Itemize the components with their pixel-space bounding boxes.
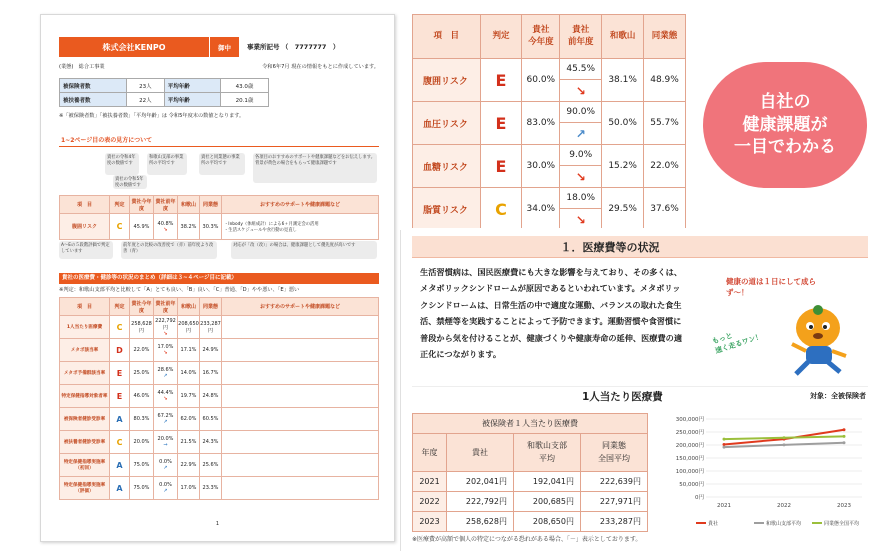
bubble-note: 各項目のおすすめのサポートや健康課題などをお伝えします。背景が黄色の場合をもらって健康課題です: [253, 153, 377, 183]
cell: 83.0%: [522, 102, 560, 145]
industry-line: [59, 63, 379, 70]
col-header: 貴社前年度: [154, 196, 178, 214]
cell: [154, 408, 178, 431]
honorific: 御中: [209, 37, 239, 57]
grade: A: [110, 454, 130, 477]
cell: 200,685円: [514, 492, 581, 512]
cell: 17.0%: [178, 477, 200, 500]
arrow-down-icon: ↘: [163, 350, 168, 356]
prev-value: 0.0%: [159, 482, 172, 488]
medical-cost-chart: [656, 413, 868, 533]
legend-label: 貴社: [708, 521, 719, 527]
row-label: 腹囲リスク: [60, 214, 110, 240]
row-label: 血圧リスク: [413, 102, 481, 145]
footnote: ※医療費が高額で個人の特定につながる恐れがある場合、「－」表示としております。: [412, 536, 642, 543]
arrow-down-icon: ↘: [575, 212, 586, 227]
prev-value: 9.0%: [560, 145, 601, 166]
data-point: [723, 446, 726, 449]
stat-value: 22人: [126, 93, 164, 107]
summary-row: [60, 477, 379, 500]
col-header: 貴社今年度: [130, 196, 154, 214]
col-header: 貴社 今年度: [522, 15, 560, 59]
summary-row: [60, 454, 379, 477]
advice-cell: [222, 339, 379, 362]
highlight-badge: [703, 62, 867, 188]
cell: 55.7%: [644, 102, 686, 145]
risk-table: [412, 14, 686, 228]
cell: [154, 431, 178, 454]
cell: 25.0%: [130, 362, 154, 385]
legend-label: 同業態全国平均: [824, 521, 860, 527]
cell: 62.0%: [178, 408, 200, 431]
x-tick-label: 2023: [837, 503, 851, 509]
y-tick-label: 0円: [695, 495, 704, 501]
prev-value: 44.4%: [157, 390, 174, 396]
grade: C: [110, 431, 130, 454]
col-header: 項 目: [60, 298, 110, 316]
report-header: [59, 37, 379, 59]
cell: 75.0%: [130, 477, 154, 500]
cell: [154, 214, 178, 240]
mascot-message: 健康の道は１日にして成らず～！: [726, 277, 816, 298]
prev-value: 67.2%: [157, 413, 174, 419]
prev-value: 17.0%: [157, 344, 174, 350]
cell: 233,287円: [200, 316, 222, 339]
row-label: 特定保健指導実施率（初回）: [60, 454, 110, 477]
arrow-down-icon: ↘: [163, 226, 168, 233]
col-header: 同業態 全国平均: [581, 434, 648, 472]
cell: 60.0%: [522, 59, 560, 102]
stat-label: 平均年齢: [164, 79, 220, 93]
per-capita-header: [412, 386, 868, 405]
col-header: 判定: [110, 298, 130, 316]
medical-cost-rows: [413, 472, 648, 532]
cell: 34.0%: [522, 188, 560, 229]
arrow-up-icon: ↗: [163, 419, 168, 425]
y-tick-label: 250,000円: [675, 430, 704, 436]
col-header: 同業態: [200, 196, 222, 214]
advice-cell: [222, 454, 379, 477]
section-summary-title: 貴社の医療費・健診等の状況のまとめ（詳細は３~４ページ目に記載）: [59, 273, 379, 284]
risk-row: [413, 102, 686, 145]
advice-cell: [222, 362, 379, 385]
prev-value: 40.8%: [157, 220, 174, 227]
badge-line: 自社の: [759, 91, 811, 112]
cell: 24.9%: [200, 339, 222, 362]
stat-value: 43.0歳: [220, 79, 268, 93]
cell: 24.3%: [200, 431, 222, 454]
col-header: 和歌山: [602, 15, 644, 59]
target-label: 対象：全被保険者: [810, 392, 866, 400]
mascot-message: もっと 速く走るワン！: [711, 331, 764, 355]
cell: 25.6%: [200, 454, 222, 477]
cell: 19.7%: [178, 385, 200, 408]
col-header: 同業態: [200, 298, 222, 316]
per-capita-title: 1人当たり医療費: [582, 390, 663, 403]
cell: [560, 145, 602, 188]
grade: A: [110, 408, 130, 431]
advice-line: ・Inbody（体組成計）による6ヶ月測定会の活用: [224, 221, 319, 227]
risk-row: [413, 188, 686, 229]
col-header: 貴社今年度: [130, 298, 154, 316]
grade: C: [110, 214, 130, 240]
risk-row: [413, 59, 686, 102]
grade: E: [110, 362, 130, 385]
cell: 222,639円: [581, 472, 648, 492]
cell: 50.0%: [602, 102, 644, 145]
prev-value: 0.0%: [159, 459, 172, 465]
industry-label: (業態): [59, 64, 74, 70]
stat-value: 23人: [126, 79, 164, 93]
medical-body: 生活習慣病は、国民医療費にも大きな影響を与えており、その多くは、メタボリックシンドロームが原因であるといわれています。メタボリックシンドロームは、日常生活の中で適度な運動、バランスの取れた食生活、禁煙等を実践することによって予防できます。運動習慣や食習慣に普段から気を付けることが、健康づくりや健康寿命の延伸、医療費の適正化につながります。: [420, 267, 683, 360]
year: 2021: [413, 472, 447, 492]
created-note: 令和6年7月 現在の情報をもとに作成しています。: [262, 64, 379, 70]
legend-label: 和歌山支部平均: [766, 521, 802, 527]
row-label: 特定保健指導対象者率: [60, 385, 110, 408]
col-header: 和歌山: [178, 196, 200, 214]
data-point: [723, 443, 726, 446]
risk-table-zoom: [412, 14, 686, 228]
cell: 258,628円: [447, 512, 514, 532]
y-tick-label: 150,000円: [675, 456, 704, 462]
grade: A: [110, 477, 130, 500]
row-label: 被保険者健診受診率: [60, 408, 110, 431]
cell: 48.9%: [644, 59, 686, 102]
cell: 22.0%: [644, 145, 686, 188]
row-label: 被扶養者健診受診率: [60, 431, 110, 454]
prev-value: 222,792円: [155, 317, 176, 331]
data-point: [843, 435, 846, 438]
arrow-down-icon: ↘: [575, 83, 586, 98]
cell: 227,971円: [581, 492, 648, 512]
grade: E: [110, 385, 130, 408]
summary-row: [60, 339, 379, 362]
grade-legend: ※判定：和歌山支部平均と比較して「A」とても良い、「B」良い、「C」普通、「D」やや悪い、「E」悪い: [59, 287, 300, 293]
y-tick-label: 200,000円: [675, 443, 704, 449]
grade: E: [480, 145, 522, 188]
summary-row: [60, 316, 379, 339]
cell: 23.3%: [200, 477, 222, 500]
data-point: [783, 443, 786, 446]
cell: 22.0%: [130, 339, 154, 362]
company-name: 株式会社KENPO: [59, 37, 209, 57]
cell: [154, 362, 178, 385]
year: 2022: [413, 492, 447, 512]
mascot-body: [806, 346, 832, 364]
stat-label: 被保険者数: [60, 79, 127, 93]
summary-rows: [60, 316, 379, 500]
prev-value: 28.6%: [157, 367, 174, 373]
cell: [154, 339, 178, 362]
data-point: [843, 441, 846, 444]
cell: 258,628円: [130, 316, 154, 339]
arrow-up-icon: ↗: [163, 465, 168, 471]
data-point: [723, 438, 726, 441]
cell: 29.5%: [602, 188, 644, 229]
arrow-down-icon: ↘: [575, 169, 586, 184]
cell: 30.0%: [522, 145, 560, 188]
row-label: 腹囲リスク: [413, 59, 481, 102]
row-label: 特定保健指導実施率（評価）: [60, 477, 110, 500]
advice-cell: [222, 214, 379, 240]
office-code: 事業所記号 （ 7777777 ）: [247, 43, 340, 51]
col-header: 貴社前年度: [154, 298, 178, 316]
cell: 208,650円: [178, 316, 200, 339]
prev-value: 90.0%: [560, 102, 601, 123]
col-header: 貴社: [447, 434, 514, 472]
legend-note: A～Eの５段階評価で判定しています: [59, 241, 113, 259]
col-header: 和歌山支部 平均: [514, 434, 581, 472]
cell: 16.7%: [200, 362, 222, 385]
cell: 192,041円: [514, 472, 581, 492]
summary-row: [60, 362, 379, 385]
x-tick-label: 2021: [717, 503, 731, 509]
col-header: 項 目: [413, 15, 481, 59]
cell: 202,041円: [447, 472, 514, 492]
risk-row: [413, 145, 686, 188]
advice-line: ・生活スケジュールや食行動の見直し: [224, 227, 297, 233]
cell: 24.8%: [200, 385, 222, 408]
risk-rows: [413, 59, 686, 229]
cell: 208,650円: [514, 512, 581, 532]
table-title: 被保険者１人当たり医療費: [413, 414, 648, 434]
row-label: メタボ該当率: [60, 339, 110, 362]
col-header: 項 目: [60, 196, 110, 214]
advice-cell: [222, 316, 379, 339]
cell: 14.0%: [178, 362, 200, 385]
cell: 15.2%: [602, 145, 644, 188]
advice-cell: [222, 385, 379, 408]
col-header: 判定: [110, 196, 130, 214]
col-header: 年度: [413, 434, 447, 472]
col-header: 同業態: [644, 15, 686, 59]
prev-value: 20.0%: [157, 436, 174, 442]
cell: [154, 454, 178, 477]
cell: 30.3%: [200, 214, 222, 240]
grade: D: [110, 339, 130, 362]
col-header: おすすめのサポートや健康課題など: [222, 298, 379, 316]
badge-line: 一目でわかる: [734, 137, 836, 158]
col-header: おすすめのサポートや健康課題など: [222, 196, 379, 214]
summary-row: [60, 431, 379, 454]
cell: 75.0%: [130, 454, 154, 477]
y-tick-label: 100,000円: [675, 469, 704, 475]
stat-label: 平均年齢: [164, 93, 220, 107]
cell: 80.3%: [130, 408, 154, 431]
cell: [154, 477, 178, 500]
row-label: メタボ予備群該当率: [60, 362, 110, 385]
row-label: 脂質リスク: [413, 188, 481, 229]
grade: E: [480, 102, 522, 145]
advice-cell: [222, 408, 379, 431]
cell: [560, 188, 602, 229]
arrow-up-icon: ↗: [163, 488, 168, 494]
prev-value: 45.5%: [560, 59, 601, 80]
industry-value: 総合工事業: [78, 64, 105, 70]
row-label: 1人当たり医療費: [60, 316, 110, 339]
arrow-up-icon: ↗: [163, 373, 168, 379]
stat-label: 被扶養者数: [60, 93, 127, 107]
summary-row: [60, 385, 379, 408]
stats-note: ※「被保険者数」「被扶養者数」「平均年齢」は 令和5年度末の数値となります。: [59, 113, 245, 119]
table-row: [413, 492, 648, 512]
cell: 60.5%: [200, 408, 222, 431]
cell: 21.5%: [178, 431, 200, 454]
grade: E: [480, 59, 522, 102]
y-tick-label: 50,000円: [679, 482, 704, 488]
arrow-down-icon: ↘: [163, 330, 168, 337]
stat-value: 20.1歳: [220, 93, 268, 107]
cell: 222,792円: [447, 492, 514, 512]
prev-value: 18.0%: [560, 188, 601, 209]
medical-cost-table: [412, 413, 648, 532]
year: 2023: [413, 512, 447, 532]
cell: 38.2%: [178, 214, 200, 240]
cell: [560, 102, 602, 145]
mascot-leaf: [813, 305, 823, 315]
grade: C: [110, 316, 130, 339]
section-guide-title: 1~2ページ目の表の見方について: [59, 135, 379, 147]
cell: 38.1%: [602, 59, 644, 102]
stats-table: [59, 78, 269, 107]
col-header: 和歌山: [178, 298, 200, 316]
table-row: [413, 512, 648, 532]
report-page: [40, 14, 395, 542]
sample-table: [59, 195, 379, 240]
x-tick-label: 2022: [777, 503, 791, 509]
cell: 22.9%: [178, 454, 200, 477]
legend-note: 前年度との比較の改善度で（赤）前年度より改善（青）: [121, 241, 217, 259]
advice-cell: [222, 431, 379, 454]
arrow-up-icon: ↗: [575, 126, 586, 141]
data-point: [783, 436, 786, 439]
mascot-illustration: [778, 296, 868, 378]
cell: [560, 59, 602, 102]
legend-note: 対応が「改（改）」の場合は、健康課題として優先度が高いです: [231, 241, 377, 259]
cell: 37.6%: [644, 188, 686, 229]
grade: C: [480, 188, 522, 229]
advice-cell: [222, 477, 379, 500]
cell: [154, 385, 178, 408]
cell: 233,287円: [581, 512, 648, 532]
y-tick-label: 300,000円: [675, 417, 704, 423]
bubble-note: 貴社の令和4年度の数値です: [105, 153, 139, 175]
medical-section-title: １．医療費等の状況: [412, 236, 868, 258]
bubble-note: 和歌山支部の事業所の平均です: [147, 153, 187, 175]
summary-row: [60, 408, 379, 431]
col-header: 判定: [480, 15, 522, 59]
bubble-note: 貴社と同業態の事業所の平均です: [199, 153, 245, 175]
bubble-note: 貴社の令和5年度の数値です: [113, 175, 147, 189]
col-header: 貴社 前年度: [560, 15, 602, 59]
row-label: 血糖リスク: [413, 145, 481, 188]
cell: 17.1%: [178, 339, 200, 362]
table-row: [413, 472, 648, 492]
summary-table: [59, 297, 379, 500]
data-point: [843, 428, 846, 431]
cell: 46.0%: [130, 385, 154, 408]
arrow-down-icon: ↘: [163, 396, 168, 402]
badge-line: 健康課題が: [742, 114, 828, 135]
arrow-flat-icon: →: [163, 442, 168, 448]
cell: 45.9%: [130, 214, 154, 240]
page-number: 1: [215, 521, 220, 527]
cell: 20.0%: [130, 431, 154, 454]
cell: [154, 316, 178, 339]
